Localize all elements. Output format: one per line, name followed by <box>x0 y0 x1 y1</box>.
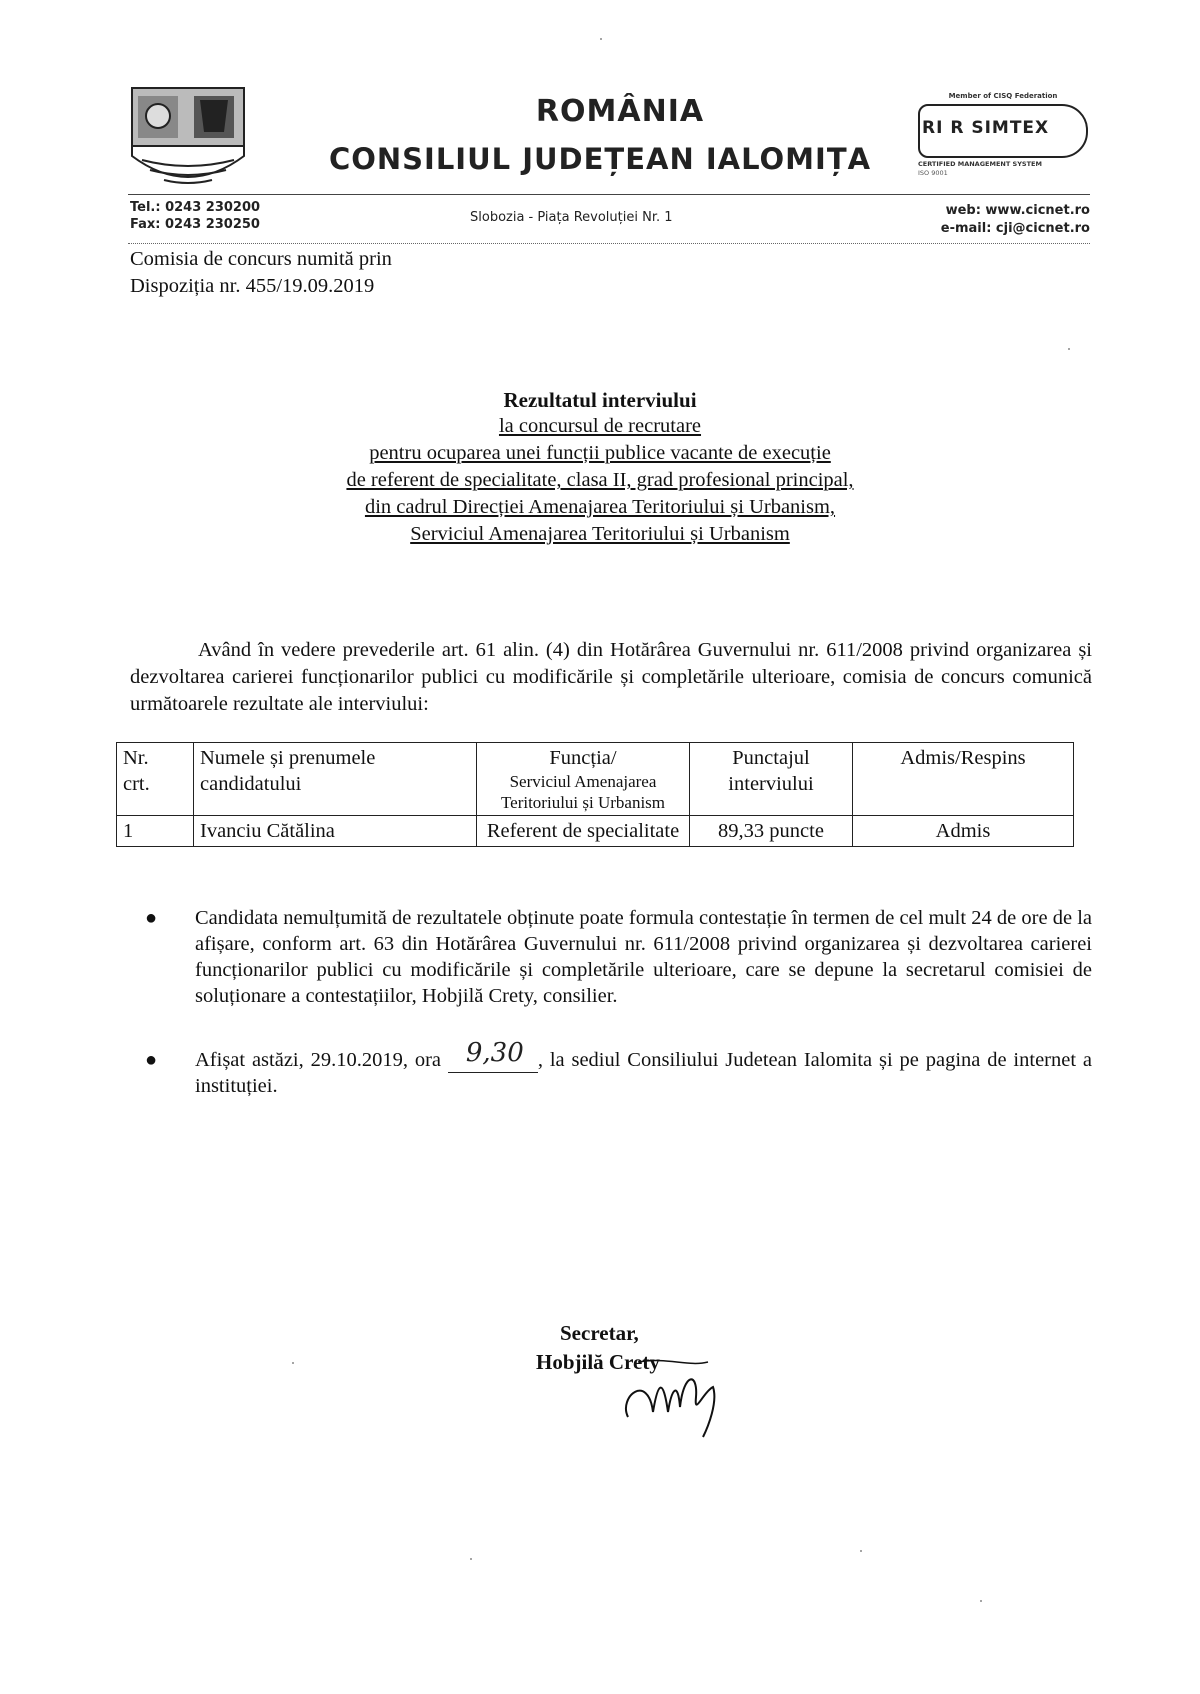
header-score-line1: Punctajul <box>732 747 810 769</box>
cell-score: 89,33 puncte <box>690 816 853 847</box>
header-fax: Fax: 0243 230250 <box>130 217 260 232</box>
header-name-line1: Numele și prenumele <box>200 747 376 769</box>
bullet-contestation <box>130 905 1092 1009</box>
signature-role: Secretar, <box>560 1321 639 1345</box>
county-coat-of-arms-icon <box>128 86 248 194</box>
header-function-line1: Funcția/ <box>549 747 617 769</box>
scan-speck <box>470 1558 472 1560</box>
cert-system-text: CERTIFIED MANAGEMENT SYSTEM <box>918 160 1042 168</box>
time-blank <box>448 1038 538 1073</box>
signature-name: Hobjilă Crety <box>536 1350 660 1374</box>
bullet-contestation-text: Candidata nemulțumită de rezultatele obținute poate formula contestație în termen de cel mult 24 de ore de la afișare, conform art. 63 din Hotărârea Guvernului nr. 611/2008 privind organizarea și dezvoltarea carierei funcționarilor publici cu modificările și completările ulterioare, care se depune la secretarul comisiei de soluționare a contestațiilor, Hobjilă Crety, consilier. <box>195 907 1092 1007</box>
header-nr <box>117 743 194 816</box>
header-name-line2: candidatului <box>200 773 302 795</box>
cert-member-text: Member of CISQ Federation <box>948 92 1058 100</box>
table-row <box>117 816 1074 847</box>
header-email: e-mail: cji@cicnet.ro <box>940 221 1090 236</box>
header-nr-line1: Nr. <box>123 747 149 769</box>
header-address: Slobozia - Piața Revoluției Nr. 1 <box>470 210 673 225</box>
cell-result: Admis <box>853 816 1074 847</box>
cert-iso-text: ISO 9001 <box>918 169 948 177</box>
header-nr-line2: crt. <box>123 773 150 795</box>
bullet-icon: ● <box>145 1049 158 1071</box>
committee-line-2: Dispoziția nr. 455/19.09.2019 <box>130 275 375 297</box>
certification-logo-text: RI R SIMTEX <box>922 118 1050 138</box>
bullet-posted-line <box>195 1038 1092 1099</box>
intro-paragraph-text: Având în vedere prevederile art. 61 alin. (4) din Hotărârea Guvernului nr. 611/2008 privind organizarea și dezvoltarea carierei funcționarilor publici cu modificările și completările ulterioare, comisia de concurs comunică următoarele rezultate ale interviului: <box>130 639 1092 715</box>
table-header-row <box>117 743 1074 816</box>
cell-function: Referent de specialitate <box>477 816 690 847</box>
scan-speck <box>292 1362 294 1364</box>
handwritten-signature-icon <box>608 1342 738 1442</box>
title-line-2: pentru ocuparea unei funcții publice vacante de execuție <box>369 442 831 464</box>
header-country: ROMÂNIA <box>535 94 705 129</box>
handwritten-time: 9,30 <box>465 1038 524 1068</box>
title-line-4: din cadrul Direcției Amenajarea Teritoriului și Urbanism, <box>364 496 836 518</box>
bullet-posted <box>130 1038 1092 1099</box>
header-function-line2: Serviciul Amenajarea Teritoriului și Urbanism <box>500 772 666 812</box>
intro-paragraph <box>130 637 1092 718</box>
scan-speck <box>1068 348 1070 350</box>
header-divider-dotted <box>128 243 1090 244</box>
cell-name: Ivanciu Cătălina <box>194 816 477 847</box>
document-title: Rezultatul interviului <box>503 388 697 412</box>
title-line-5: Serviciul Amenajarea Teritoriului și Urbanism <box>410 523 790 545</box>
title-line-1: la concursul de recrutare <box>498 415 702 437</box>
cell-nr: 1 <box>117 816 194 847</box>
header-result-text: Admis/Respins <box>900 747 1026 769</box>
header-name <box>194 743 477 816</box>
header-phone: Tel.: 0243 230200 <box>130 200 261 215</box>
header-score-line2: interviului <box>728 773 814 795</box>
title-line-3: de referent de specialitate, clasa II, grad profesional principal, <box>346 469 854 491</box>
bullet-icon: ● <box>145 907 158 929</box>
scan-speck <box>600 38 602 40</box>
committee-line-1: Comisia de concurs numită prin <box>130 248 392 270</box>
scan-speck <box>980 1600 982 1602</box>
header-divider <box>128 194 1090 195</box>
bullet-posted-text-after: , la sediul Consiliului Judetean Ialomita și pe pagina de internet a instituției. <box>195 1049 1092 1097</box>
bullet-posted-text-before: Afișat astăzi, 29.10.2019, ora <box>195 1049 448 1071</box>
results-table <box>116 742 1074 847</box>
header-score <box>690 743 853 816</box>
header-website: web: www.cicnet.ro <box>945 203 1090 218</box>
scan-speck <box>860 1550 862 1552</box>
header-function <box>477 743 690 816</box>
header-institution: CONSILIUL JUDEȚEAN IALOMIȚA <box>328 142 872 176</box>
header-result <box>853 743 1074 816</box>
